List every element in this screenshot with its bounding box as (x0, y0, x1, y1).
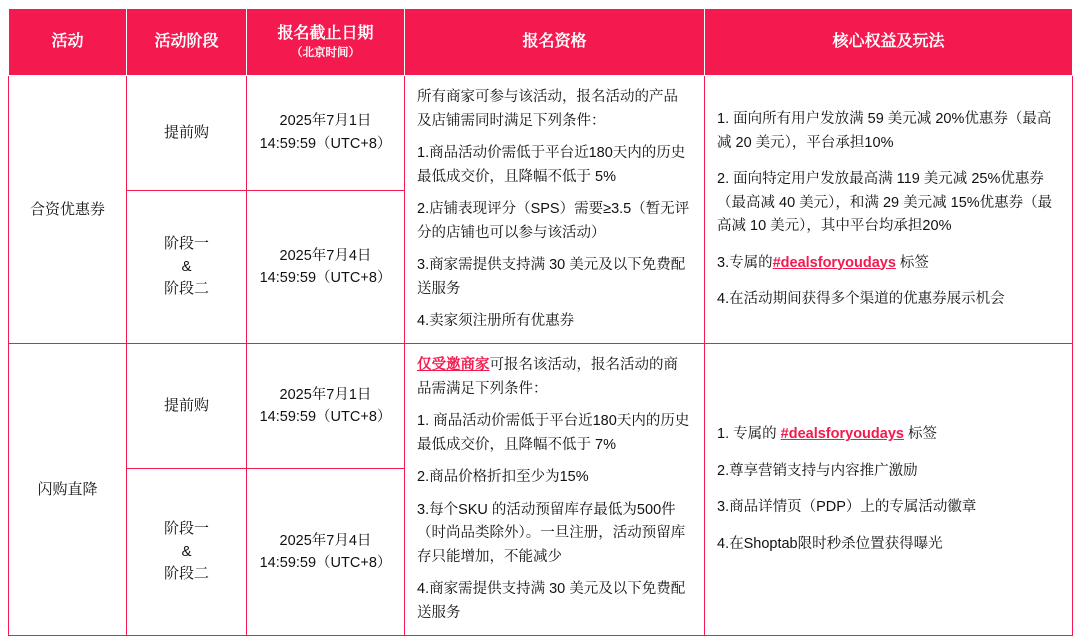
column-header-deadline-label: 报名截止日期 (277, 25, 374, 42)
eligibility-item: 1.商品活动价需低于平台近180天内的历史最低成交价，且降幅不低于 5% (417, 145, 686, 185)
column-header-stage-label: 活动阶段 (154, 33, 219, 51)
cell-stage-phase-coupon (127, 190, 247, 344)
deadline-date-line: 2025年7月1日 (279, 113, 372, 130)
hashtag-dealsforyoudays: #dealsforyoudays (780, 426, 904, 443)
column-header-eligibility (405, 9, 705, 76)
hashtag-dealsforyoudays: #dealsforyoudays (772, 254, 896, 271)
eligibility-lead (417, 354, 692, 401)
cell-stage-phase-flashsale (127, 469, 247, 636)
cell-deadline-early-flashsale (247, 344, 405, 469)
stage-line-2: 阶段二 (163, 565, 209, 583)
cell-stage-early-coupon: 提前购 (127, 76, 247, 191)
deadline-date-line: 2025年7月4日 (279, 532, 372, 549)
eligibility-lead-rest: 可报名该活动，报名活动的商品需满足下列条件： (417, 357, 678, 397)
eligibility-item: 2.店铺表现评分（SPS）需要≥3.5（暂无评分的店铺也可以参与该活动） (417, 201, 690, 241)
promotion-rules-table (8, 8, 1073, 636)
cell-activity-coupon: 合资优惠券 (9, 76, 127, 344)
cell-deadline-phase-coupon (247, 190, 405, 344)
column-header-activity (9, 9, 127, 76)
cell-eligibility-flashsale (405, 344, 705, 636)
column-header-stage (127, 9, 247, 76)
benefit-item: 3.商品详情页（PDP）上的专属活动徽章 (717, 499, 977, 516)
cell-activity-flashsale: 闪购直降 (9, 344, 127, 636)
eligibility-item: 4.卖家须注册所有优惠券 (417, 312, 575, 329)
benefit-item-with-tag: 3.专属的#dealsforyoudays 标签 (717, 254, 929, 271)
table-row (9, 76, 1073, 191)
deadline-time-line: 14:59:59（UTC+8） (259, 135, 392, 152)
cell-deadline-early-coupon (247, 76, 405, 191)
eligibility-item: 4.商家需提供支持满 30 美元及以下免费配送服务 (417, 581, 686, 621)
benefit-item-with-tag: 1. 专属的 #dealsforyoudays 标签 (717, 426, 937, 443)
cell-stage-early-flashsale: 提前购 (127, 344, 247, 469)
table-body (9, 76, 1073, 636)
stage-line-amp: & (181, 257, 192, 275)
deadline-time-line: 14:59:59（UTC+8） (259, 555, 392, 572)
table-row (9, 344, 1073, 469)
deadline-date-line: 2025年7月1日 (279, 386, 372, 403)
column-header-benefits-label: 核心权益及玩法 (832, 33, 945, 51)
table-header-row (9, 9, 1073, 76)
eligibility-lead: 所有商家可参与该活动，报名活动的产品及店铺需同时满足下列条件： (417, 89, 678, 129)
deadline-time-line: 14:59:59（UTC+8） (259, 409, 392, 426)
eligibility-item: 3.每个SKU 的活动预留库存最低为500件（时尚品类除外）。一旦注册，活动预留库存只能增加，不能减少 (417, 501, 686, 565)
stage-line-1: 阶段一 (163, 235, 209, 253)
column-header-deadline (247, 9, 405, 76)
column-header-benefits (705, 9, 1073, 76)
column-header-eligibility-label: 报名资格 (522, 33, 587, 51)
table-header (9, 9, 1073, 76)
column-header-deadline-sublabel: （北京时间） (291, 46, 360, 59)
deadline-time-line: 14:59:59（UTC+8） (259, 270, 392, 287)
cell-eligibility-coupon (405, 76, 705, 344)
column-header-activity-label: 活动 (51, 33, 84, 51)
deadline-date-line: 2025年7月4日 (279, 247, 372, 264)
benefit-item: 4.在Shoptab限时秒杀位置获得曝光 (717, 535, 943, 552)
invited-merchants-highlight: 仅受邀商家 (417, 357, 490, 374)
cell-benefits-coupon (705, 76, 1073, 344)
stage-line-1: 阶段一 (163, 520, 209, 538)
stage-line-2: 阶段二 (163, 280, 209, 298)
cell-benefits-flashsale (705, 344, 1073, 636)
cell-deadline-phase-flashsale (247, 469, 405, 636)
benefit-item: 2.尊享营销支持与内容推广激励 (717, 462, 918, 479)
benefit-item: 4.在活动期间获得多个渠道的优惠券展示机会 (717, 291, 1005, 307)
benefit-item: 1. 面向所有用户发放满 59 美元减 20%优惠券（最高减 20 美元），平台承担10% (717, 111, 1052, 151)
stage-line-amp: & (181, 542, 192, 560)
benefit-item: 2. 面向特定用户发放最高满 119 美元减 25%优惠券（最高减 40 美元），和满 29 美元减 15%优惠券（最高减 10 美元），其中平台均承担20% (717, 171, 1053, 235)
eligibility-item: 1. 商品活动价需低于平台近180天内的历史最低成交价，且降幅不低于 7% (417, 413, 690, 453)
eligibility-item: 2.商品价格折扣至少为15% (417, 469, 589, 486)
eligibility-item: 3.商家需提供支持满 30 美元及以下免费配送服务 (417, 257, 686, 297)
